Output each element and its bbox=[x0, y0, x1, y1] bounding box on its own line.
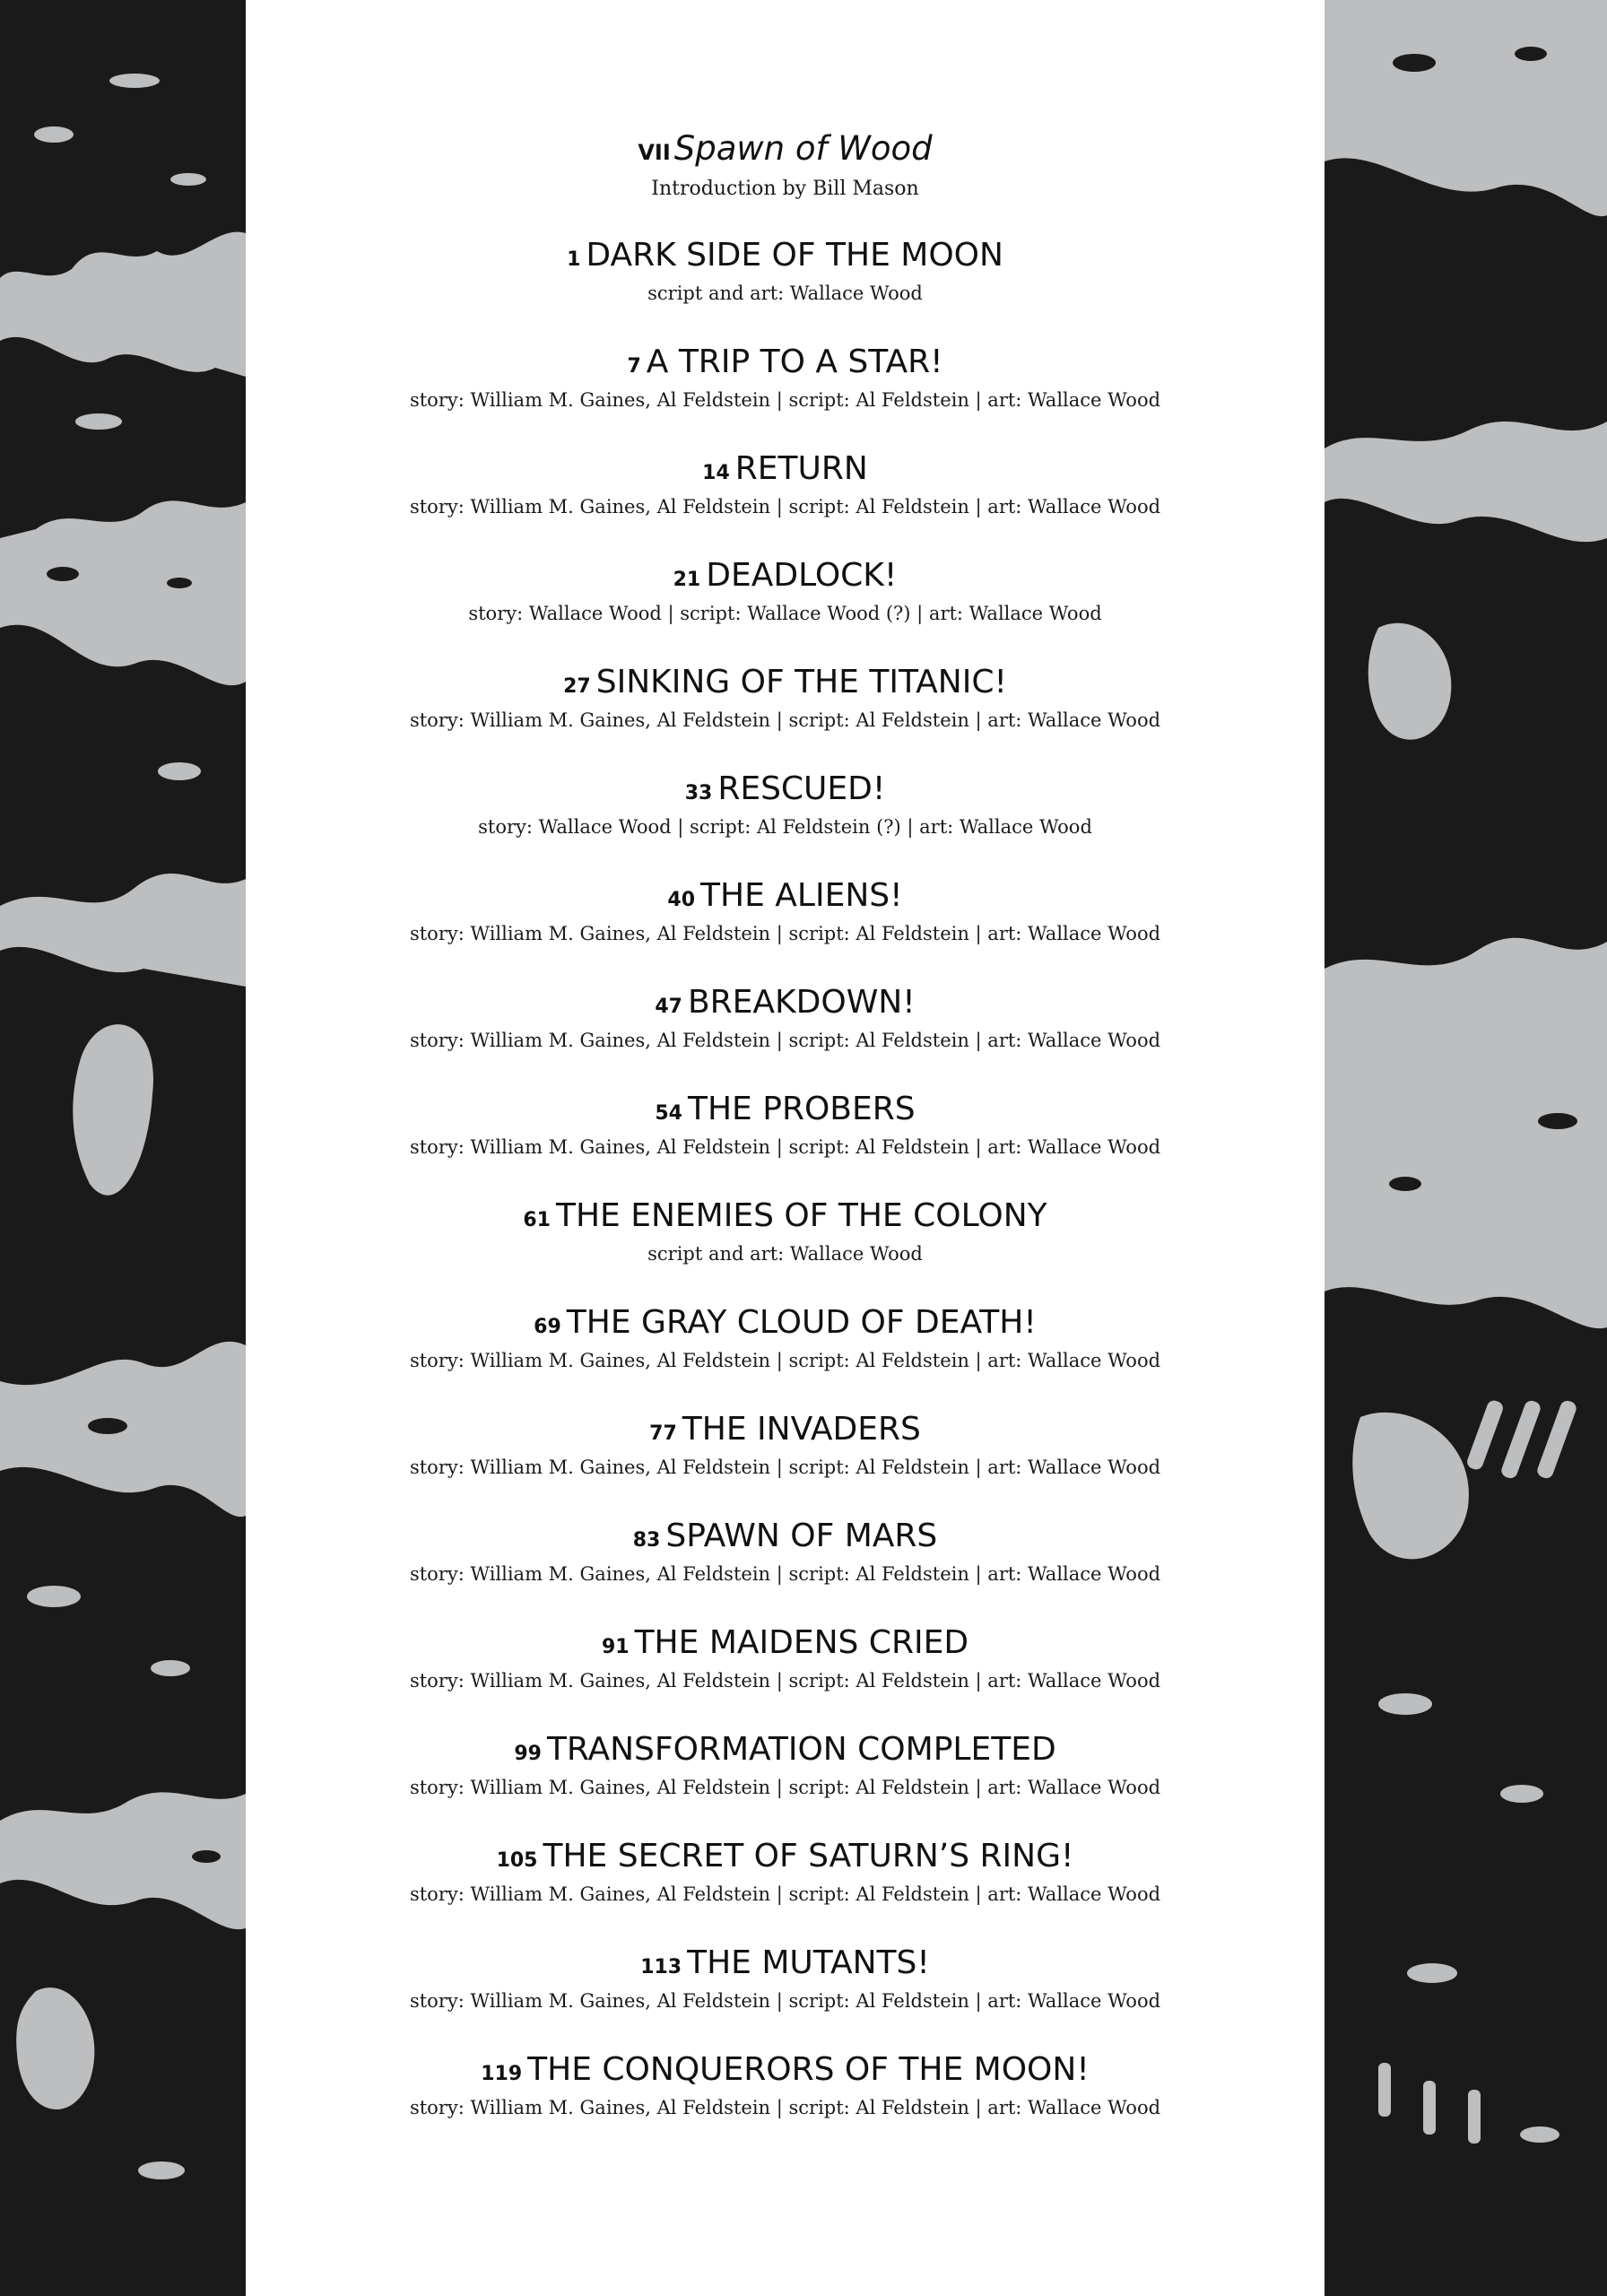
entry-credits: story: William M. Gaines, Al Feldstein | script: Al Feldstein | art: Wallace Wood bbox=[409, 1136, 1161, 1158]
toc-entry bbox=[246, 662, 1325, 769]
entry-heading bbox=[246, 1196, 1325, 1241]
entry-page-number: 14 bbox=[702, 462, 730, 484]
entry-credits: story: Wallace Wood | script: Wallace Wood (?) | art: Wallace Wood bbox=[468, 603, 1102, 624]
entry-credits: story: William M. Gaines, Al Feldstein | script: Al Feldstein | art: Wallace Wood bbox=[409, 2097, 1161, 2118]
toc-entry bbox=[246, 875, 1325, 982]
entry-page-number: 27 bbox=[563, 675, 591, 698]
toc-entry bbox=[246, 1196, 1325, 1302]
entry-title: DARK SIDE OF THE MOON bbox=[586, 237, 1003, 274]
entry-page-number: 119 bbox=[481, 2063, 523, 2085]
entry-title: RETURN bbox=[734, 450, 868, 487]
table-of-contents bbox=[246, 0, 1325, 2296]
toc-entry bbox=[246, 235, 1325, 342]
entry-page-number: 21 bbox=[673, 569, 701, 591]
entry-heading bbox=[246, 1409, 1325, 1455]
entry-page-number: 7 bbox=[627, 355, 641, 378]
entry-credits: story: William M. Gaines, Al Feldstein | script: Al Feldstein | art: Wallace Wood bbox=[409, 1563, 1161, 1585]
entry-title: SPAWN OF MARS bbox=[665, 1518, 938, 1554]
left-ink-illustration bbox=[0, 0, 246, 2296]
entry-credits: story: William M. Gaines, Al Feldstein | script: Al Feldstein | art: Wallace Wood bbox=[409, 389, 1161, 411]
entry-page-number: 1 bbox=[567, 248, 581, 271]
entry-title: RESCUED! bbox=[717, 770, 886, 807]
entry-page-number: 61 bbox=[523, 1209, 551, 1231]
entry-heading bbox=[246, 1089, 1325, 1135]
entry-heading bbox=[246, 1302, 1325, 1348]
toc-entry bbox=[246, 1836, 1325, 1943]
entry-credits: story: William M. Gaines, Al Feldstein | script: Al Feldstein | art: Wallace Wood bbox=[409, 923, 1161, 944]
entry-credits: story: William M. Gaines, Al Feldstein | script: Al Feldstein | art: Wallace Wood bbox=[409, 1883, 1161, 1905]
left-art-panel bbox=[0, 0, 246, 2296]
toc-entry bbox=[246, 1302, 1325, 1409]
entry-title: A TRIP TO A STAR! bbox=[646, 344, 943, 380]
entry-heading bbox=[246, 235, 1325, 281]
toc-entry bbox=[246, 1729, 1325, 1836]
entry-title: THE ALIENS! bbox=[700, 877, 903, 914]
toc-entry bbox=[246, 1943, 1325, 2049]
right-art-panel bbox=[1325, 0, 1607, 2296]
entry-credits: story: William M. Gaines, Al Feldstein | script: Al Feldstein | art: Wallace Wood bbox=[409, 1457, 1161, 1478]
entry-title: THE GRAY CLOUD OF DEATH! bbox=[566, 1304, 1037, 1341]
intro-page-number: VII bbox=[638, 140, 671, 165]
right-ink-illustration bbox=[1325, 0, 1607, 2296]
entry-title: DEADLOCK! bbox=[706, 557, 898, 594]
entry-credits: story: William M. Gaines, Al Feldstein | script: Al Feldstein | art: Wallace Wood bbox=[409, 709, 1161, 731]
entry-heading bbox=[246, 982, 1325, 1028]
entry-heading bbox=[246, 555, 1325, 601]
toc-entry bbox=[246, 2049, 1325, 2156]
entry-title: THE MUTANTS! bbox=[687, 1944, 930, 1981]
entry-heading bbox=[246, 2049, 1325, 2095]
toc-entry bbox=[246, 1516, 1325, 1622]
toc-entry bbox=[246, 769, 1325, 875]
toc-entry bbox=[246, 1409, 1325, 1516]
entry-title: THE CONQUERORS OF THE MOON! bbox=[527, 2051, 1090, 2088]
entry-page-number: 91 bbox=[601, 1636, 630, 1658]
entry-page-number: 105 bbox=[496, 1849, 538, 1872]
entry-page-number: 69 bbox=[534, 1316, 561, 1338]
toc-entry bbox=[246, 982, 1325, 1089]
entry-title: THE MAIDENS CRIED bbox=[634, 1624, 969, 1661]
entry-page-number: 54 bbox=[655, 1102, 682, 1125]
entry-heading bbox=[246, 1836, 1325, 1882]
entry-page-number: 33 bbox=[684, 782, 713, 804]
entry-heading bbox=[246, 1516, 1325, 1561]
toc-entry bbox=[246, 1089, 1325, 1196]
entry-credits: story: William M. Gaines, Al Feldstein | script: Al Feldstein | art: Wallace Wood bbox=[409, 1030, 1161, 1051]
entry-credits: script and art: Wallace Wood bbox=[647, 1243, 923, 1265]
entry-credits: story: Wallace Wood | script: Al Feldstein (?) | art: Wallace Wood bbox=[478, 816, 1092, 838]
entry-title: SINKING OF THE TITANIC! bbox=[595, 664, 1007, 700]
intro-subtitle: Introduction by Bill Mason bbox=[651, 178, 919, 200]
entry-credits: story: William M. Gaines, Al Feldstein | script: Al Feldstein | art: Wallace Wood bbox=[409, 1350, 1161, 1371]
entry-heading bbox=[246, 1729, 1325, 1775]
entry-heading bbox=[246, 1622, 1325, 1668]
toc-entry bbox=[246, 342, 1325, 448]
entry-page-number: 77 bbox=[649, 1422, 677, 1445]
entry-page-number: 99 bbox=[514, 1743, 542, 1765]
toc-entry bbox=[246, 448, 1325, 555]
entry-credits: story: William M. Gaines, Al Feldstein | script: Al Feldstein | art: Wallace Wood bbox=[409, 1990, 1161, 2012]
entry-title: THE PROBERS bbox=[688, 1091, 916, 1127]
entry-credits: story: William M. Gaines, Al Feldstein | script: Al Feldstein | art: Wallace Wood bbox=[409, 496, 1161, 517]
entry-heading bbox=[246, 662, 1325, 708]
toc-entry bbox=[246, 1622, 1325, 1729]
entry-credits: story: William M. Gaines, Al Feldstein | script: Al Feldstein | art: Wallace Wood bbox=[409, 1777, 1161, 1798]
entry-heading bbox=[246, 342, 1325, 387]
entry-heading bbox=[246, 1943, 1325, 1988]
entry-heading bbox=[246, 448, 1325, 494]
entry-page-number: 83 bbox=[632, 1529, 661, 1552]
entry-title: TRANSFORMATION COMPLETED bbox=[546, 1731, 1056, 1768]
intro-heading bbox=[246, 126, 1325, 176]
entry-page-number: 40 bbox=[667, 889, 696, 911]
entry-credits: story: William M. Gaines, Al Feldstein | script: Al Feldstein | art: Wallace Wood bbox=[409, 1670, 1161, 1692]
entry-heading bbox=[246, 875, 1325, 921]
entry-credits: script and art: Wallace Wood bbox=[647, 283, 923, 304]
entry-title: BREAKDOWN! bbox=[687, 984, 916, 1021]
entry-page-number: 47 bbox=[655, 996, 682, 1018]
toc-entries bbox=[246, 235, 1325, 2156]
entry-title: THE ENEMIES OF THE COLONY bbox=[555, 1197, 1047, 1234]
entry-title: THE INVADERS bbox=[682, 1411, 921, 1448]
toc-intro bbox=[246, 126, 1325, 203]
entry-title: THE SECRET OF SATURN’S RING! bbox=[543, 1838, 1074, 1874]
toc-entry bbox=[246, 555, 1325, 662]
entry-page-number: 113 bbox=[640, 1956, 682, 1979]
entry-heading bbox=[246, 769, 1325, 814]
intro-title: Spawn of Wood bbox=[673, 129, 933, 168]
